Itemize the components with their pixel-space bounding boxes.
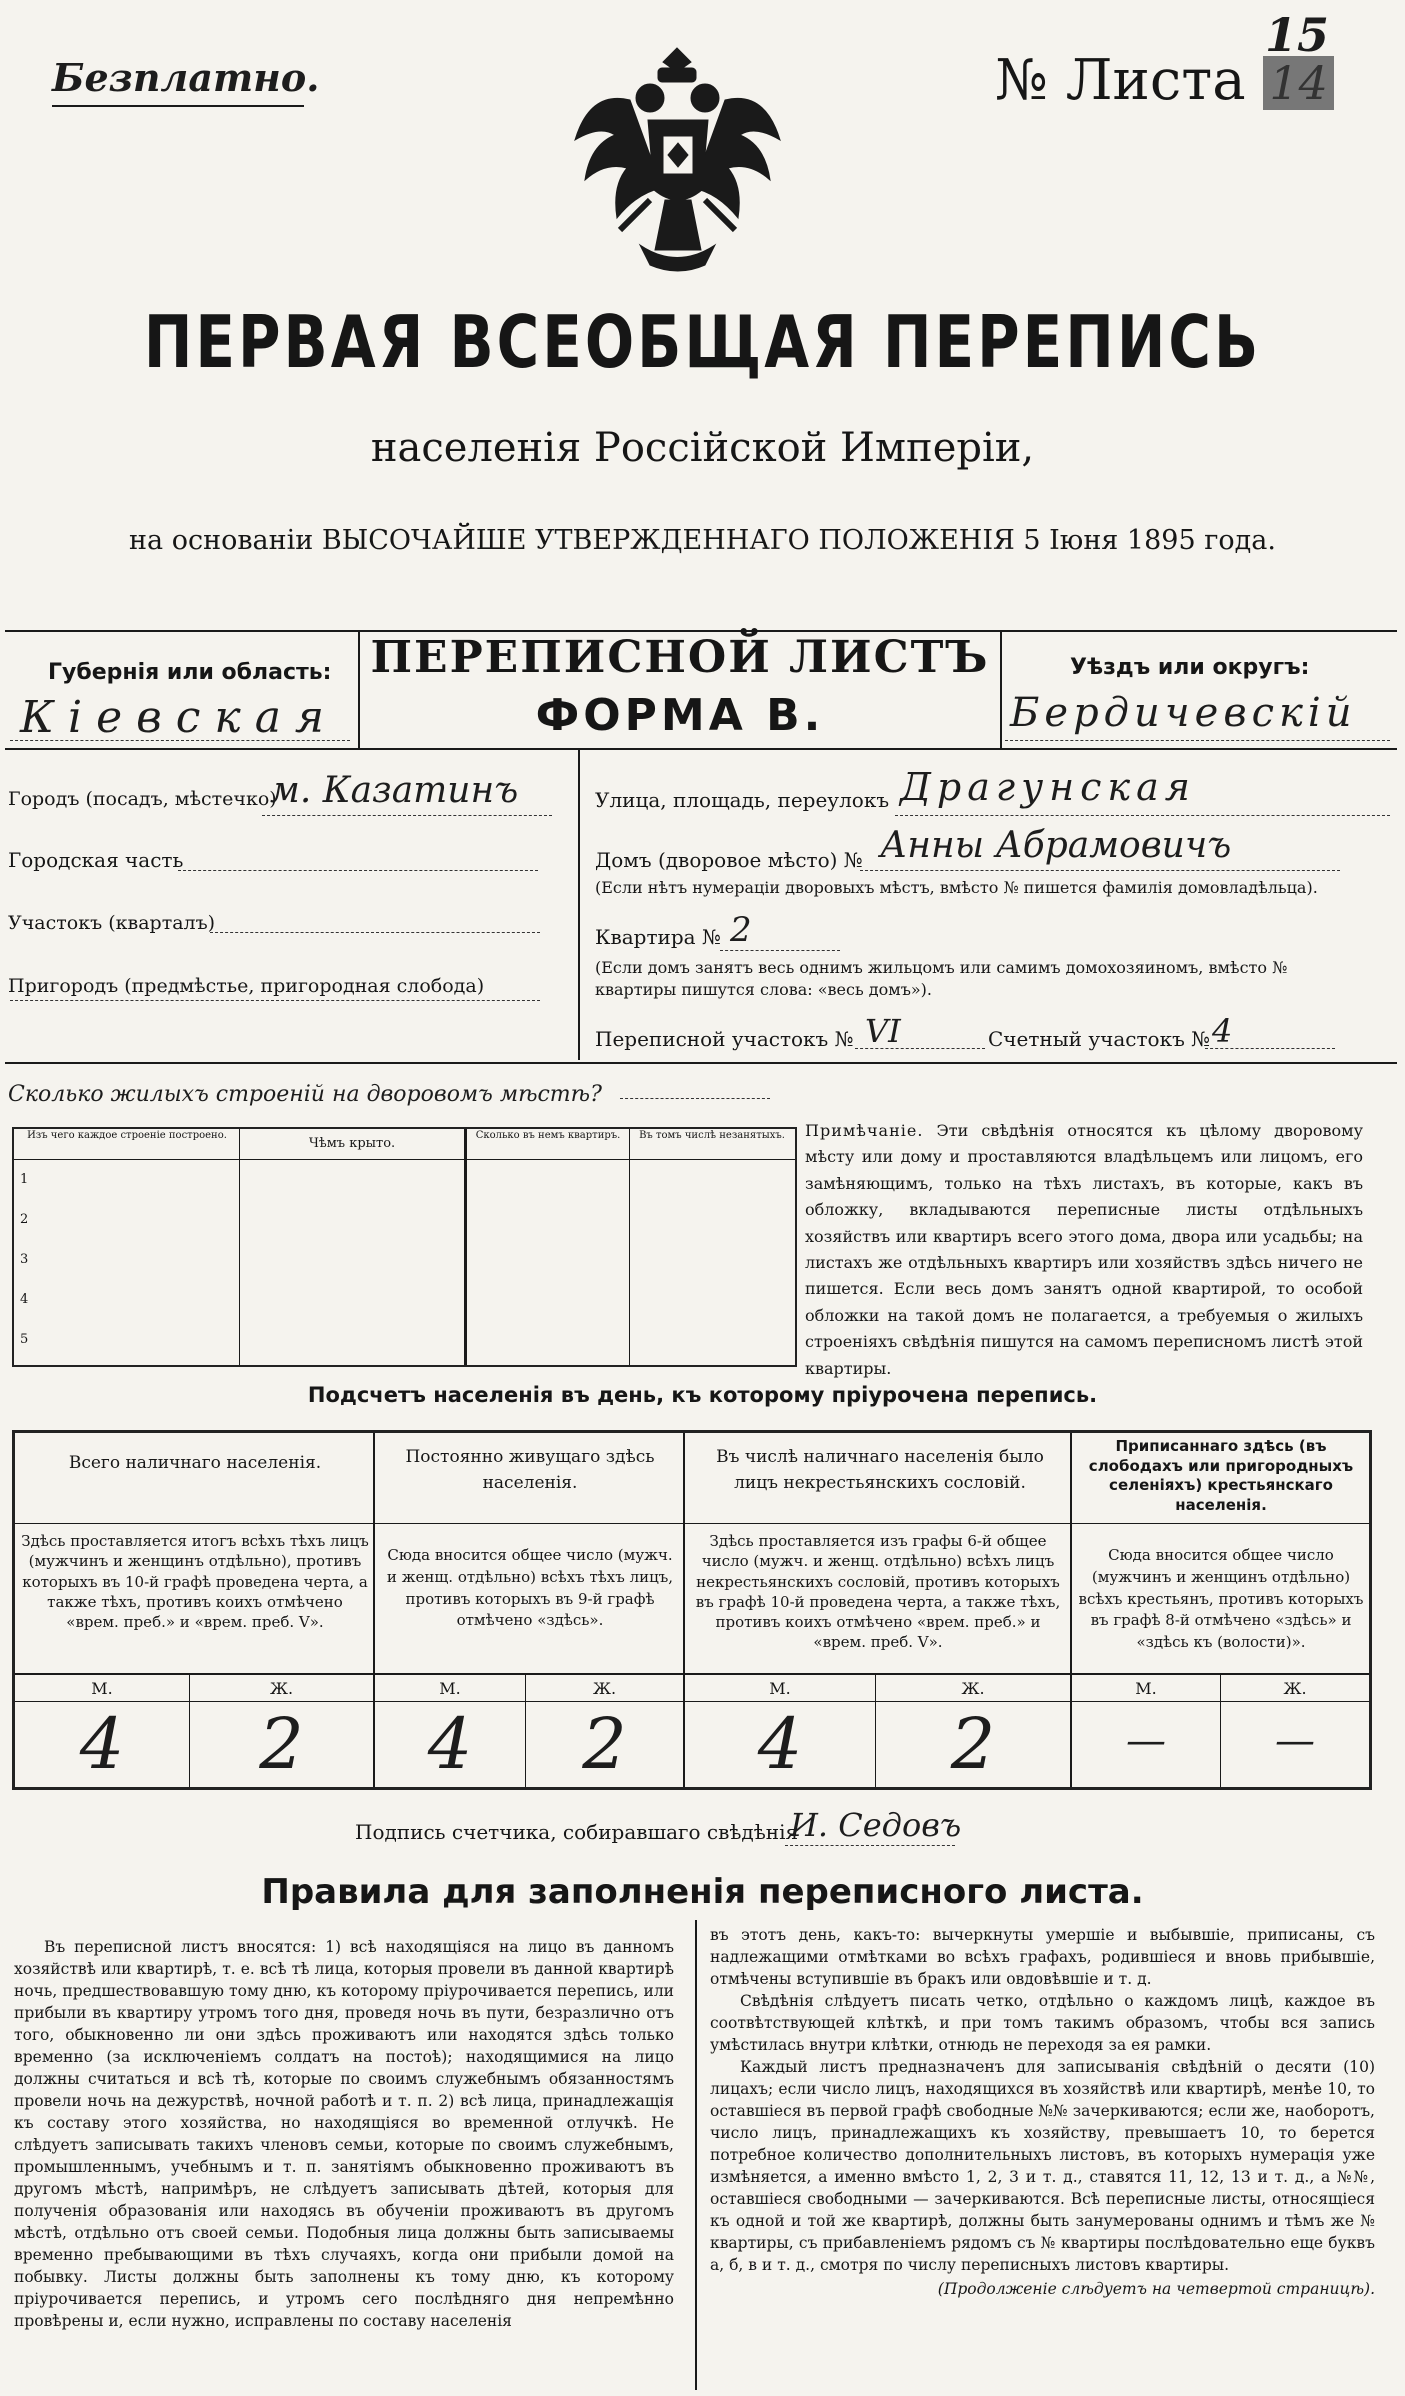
census-district-value: VI [865, 1012, 901, 1050]
buildings-note [805, 1118, 1363, 1382]
signature-value: И. Седовъ [790, 1806, 962, 1844]
rules-right-paragraph: въ этотъ день, какъ-то: вычеркнуты умершіе и выбывшіе, приписаны, съ надлежащими отмѣтками во всѣхъ графахъ, родившіеся и вновь прибывшіе, отмѣчены вступившіе въ бракъ или овдовѣвшіе и т. д. [710, 1926, 1375, 1988]
count-f-label: Ж. [269, 1679, 294, 1698]
free-label: Безплатно. [52, 55, 320, 100]
count-col1-head: Всего наличнаго населенія. [68, 1453, 322, 1473]
form-head-divider-right [1000, 630, 1002, 750]
buildings-question: Сколько жилыхъ строеній на дворовомъ мѣстѣ? [8, 1082, 602, 1107]
signature-line [785, 1845, 955, 1846]
apartment-value: 2 [730, 910, 752, 950]
count-f-label: Ж. [592, 1679, 617, 1698]
subtitle: населенія Россійской Имперіи, [370, 425, 1035, 471]
buildings-row: 4 [20, 1292, 29, 1307]
district-value: Бердичевскій [1010, 690, 1357, 736]
free-underline [52, 105, 304, 107]
count-m-label: М. [769, 1679, 791, 1698]
count-m-label: М. [91, 1679, 113, 1698]
count-col2-text: Сюда вносится общее число (мужч. и женщ. отдѣльно) всѣхъ тѣхъ лицъ, противъ которыхъ въ 9-й графѣ отмѣчено «здѣсь». [386, 1546, 674, 1630]
count-m-label: М. [439, 1679, 461, 1698]
rules-column-divider [695, 1920, 697, 2390]
buildings-row: 3 [20, 1252, 29, 1267]
count-f-label: Ж. [961, 1679, 985, 1698]
count-value: — [1126, 1718, 1166, 1764]
count-table [12, 1430, 1372, 1790]
rules-left-column: Въ переписной листъ вносятся: 1) всѣ находящіяся на лицо въ данномъ хозяйствѣ или квартирѣ, т. е. всѣ тѣ лица, которыя провели въ данной квартирѣ ночь, предшествовавшую тому дню, къ которому пріурочивается перепись, или прибыли въ квартиру утромъ того дня, проведя ночь въ пути, безразлично отъ того, обыкновенно ли они здѣсь проживаютъ или находятся здѣсь только временно (за исключеніемъ солдатъ на постоѣ); находящимися на лицо должны считаться и всѣ тѣ, которые по своимъ служебнымъ обязанностямъ провели ночь на дежурствѣ, ночной работѣ и т. п. 2) всѣ лица, принадлежащія къ составу этого хозяйства, но находящіяся во временной отлучкѣ. Не слѣдуетъ записывать такихъ членовъ семьи, которые по своимъ служебнымъ, промышленнымъ, учебнымъ и т. п. занятіямъ обыкновенно проживаютъ въ другомъ мѣстѣ, напримѣръ, не слѣдуетъ записывать дѣтей, которыя для полученія образованія или находясь въ обученіи проживаютъ въ другомъ мѣстѣ, отдѣльно отъ своей семьи. Подобныя лица должны быть записываемы временно пребывающими въ тѣхъ случаяхъ, когда они прибыли домой на побывку. Листы должны быть заполнены къ тому дню, къ которому пріурочивается перепись, и утромъ сего послѣдняго дня непремѣнно провѣрены и, если нужно, исправлены по составу населенія [14, 1938, 674, 2330]
city-part-line [178, 870, 538, 871]
precinct-line [210, 932, 540, 933]
rules-right-paragraph: Свѣдѣнія слѣдуетъ писать четко, отдѣльно о каждомъ лицѣ, каждое въ соотвѣтствующей клѣткѣ, и при томъ такимъ образомъ, чтобы вся запись умѣстилась внутри клѣтки, отнюдь не переходя за ея рамки. [710, 1992, 1375, 2054]
apartment-label: Квартира № [595, 925, 721, 949]
count-district-value: 4 [1212, 1012, 1233, 1050]
buildings-col-vacant: Въ томъ числѣ незанятыхъ. [639, 1130, 785, 1141]
count-title: Подсчетъ населенія въ день, къ которому пріурочена перепись. [307, 1383, 1098, 1407]
buildings-col-roof: Чѣмъ крыто. [308, 1136, 396, 1151]
province-value: Кіевская [20, 692, 339, 743]
count-value: — [1275, 1718, 1315, 1764]
count-value: 4 [427, 1703, 473, 1785]
count-col3-text: Здѣсь проставляется изъ графы 6-й общее число (мужч. и женщ. отдѣльно) всѣхъ лицъ некрестьянскихъ сословій, противъ которыхъ въ графѣ 10-й проведена черта, а также тѣхъ, противъ коихъ отмѣчено «врем. преб.» и «врем. преб. V». [695, 1532, 1061, 1652]
city-line [262, 815, 552, 816]
house-label: Домъ (дворовое мѣсто) № [595, 848, 863, 872]
count-col4-head: Приписаннаго здѣсь (въ слободахъ или пригородныхъ селеніяхъ) крестьянскаго населенія. [1088, 1437, 1354, 1514]
count-col1-text: Здѣсь проставляется итогъ всѣхъ тѣхъ лицъ (мужчинъ и женщинъ отдѣльно), противъ которыхъ въ 10-й графѣ проведена черта, а также тѣхъ, противъ коихъ отмѣчено «врем. преб.» и «врем. преб. V». [21, 1532, 369, 1631]
census-district-line [855, 1048, 985, 1049]
suburb-line [10, 1000, 540, 1001]
rules-right-paragraph: Каждый листъ предназначенъ для записыванія свѣдѣній о десяти (10) лицахъ; если число лицъ, находящихся въ хозяйствѣ или квартирѣ, менѣе 10, то оставшіеся въ первой графѣ свободные №№ зачеркиваются; если же, наоборотъ, число лицъ, принадлежащихъ къ хозяйству, превышаетъ 10, то берется потребное количество дополнительныхъ листовъ, въ которыхъ нумерація уже измѣняется, а именно вмѣсто 1, 2, 3 и т. д., ставятся 11, 12, 13 и т. д., а №№, оставшіеся свободными — зачеркиваются. Всѣ переписные листы, относящіеся къ одной и той же квартирѣ, должны быть занумерованы однимъ и тѣмъ же № квартиры, съ прибавленіемъ рядомъ съ № квартиры послѣдовательно еще буквъ а, б, в и т. д., смотря по числу переписныхъ листовъ квартиры. [710, 2058, 1375, 2274]
count-value: 2 [950, 1703, 996, 1785]
count-value: 4 [757, 1703, 803, 1785]
count-value: 2 [259, 1703, 304, 1785]
count-district-label: Счетный участокъ № [988, 1027, 1211, 1051]
buildings-row: 1 [20, 1172, 29, 1187]
note-label: Примѣчаніе. [805, 1121, 924, 1140]
buildings-col-apartments: Сколько въ немъ квартиръ. [475, 1130, 621, 1141]
sheet-number-new: 15 [1265, 8, 1330, 62]
form-head-bottom-rule [5, 748, 1397, 750]
sheet-number-label: № Листа [995, 48, 1246, 113]
buildings-row: 5 [20, 1332, 29, 1347]
province-line [10, 740, 350, 741]
main-title: ПЕРВАЯ ВСЕОБЩАЯ ПЕРЕПИСЬ [143, 299, 1262, 385]
rules-continued: (Продолженіе слѣдуетъ на четвертой страницѣ). [937, 2280, 1375, 2298]
district-label: Уѣздъ или округъ: [1070, 655, 1310, 680]
district-line [1005, 740, 1390, 741]
count-col2-head: Постоянно живущаго здѣсь населенія. [405, 1447, 655, 1493]
signature-label: Подпись счетчика, собиравшаго свѣдѣнія [355, 1820, 799, 1844]
house-value: Анны Абрамовичъ [880, 825, 1232, 866]
city-label: Городъ (посадъ, мѣстечко) [8, 788, 277, 810]
form-name: ФОРМА В. [535, 690, 825, 741]
province-label: Губернія или область: [48, 660, 332, 685]
double-headed-eagle-icon [570, 40, 785, 285]
apartment-note: (Если домъ занятъ весь однимъ жильцомъ или самимъ домохозяиномъ, вмѣсто № квартиры пишутся слова: «весь домъ»). [595, 958, 1288, 999]
house-note: (Если нѣтъ нумераціи дворовыхъ мѣстъ, вмѣсто № пишется фамилія домовладѣльца). [595, 878, 1318, 897]
rules-title: Правила для заполненія переписного листа. [261, 1872, 1144, 1912]
rules-right-column [710, 1924, 1375, 2300]
address-bottom-rule [5, 1062, 1397, 1064]
buildings-table [12, 1127, 797, 1367]
count-district-line [1205, 1048, 1335, 1049]
count-f-label: Ж. [1283, 1679, 1307, 1698]
address-divider [578, 750, 580, 1060]
suburb-label: Пригородъ (предмѣстье, пригородная слобода) [8, 975, 485, 997]
note-text: Эти свѣдѣнія относятся къ цѣлому дворовому мѣсту или дому и проставляются владѣльцемъ или лицомъ, его замѣняющимъ, только на тѣхъ листахъ, въ которые, какъ въ обложку, вкладываются переписные листы отдѣльныхъ хозяйствъ или квартиръ всего этого дома, двора или усадьбы; на листахъ же отдѣльныхъ квартиръ или хозяйствъ здѣсь ничего не пишется. Если весь домъ занятъ одной квартирой, то особой обложки на такой домъ не полагается, а требуемыя о жилыхъ строеніяхъ свѣдѣнія пишутся на самомъ переписномъ листѣ этой квартиры. [805, 1121, 1363, 1378]
count-value: 4 [79, 1703, 125, 1785]
street-value: Драгунская [900, 765, 1196, 809]
count-value: 2 [582, 1703, 627, 1785]
street-label: Улица, площадь, переулокъ [595, 788, 890, 812]
buildings-row: 2 [20, 1212, 29, 1227]
census-district-label: Переписной участокъ № [595, 1027, 854, 1051]
buildings-answer-line [620, 1098, 770, 1099]
count-col3-head: Въ числѣ наличнаго населенія было лицъ некрестьянскихъ сословій. [716, 1447, 1044, 1493]
basis-line: на основаніи ВЫСОЧАЙШЕ УТВЕРЖДЕННАГО ПОЛОЖЕНІЯ 5 Іюня 1895 года. [129, 525, 1276, 556]
apartment-line [720, 950, 840, 951]
city-value: м. Казатинъ [270, 770, 519, 811]
precinct-label: Участокъ (кварталъ) [8, 912, 216, 934]
street-line [895, 815, 1390, 816]
count-col4-text: Сюда вносится общее число (мужчинъ и женщинъ отдѣльно) всѣхъ крестьянъ, противъ которыхъ въ графѣ 8-й отмѣчено «здѣсь» и «здѣсь къ (волости)». [1078, 1546, 1364, 1651]
city-part-label: Городская часть [8, 848, 184, 872]
house-line [860, 870, 1340, 871]
buildings-col-material: Изъ чего каждое строеніе построено. [27, 1130, 227, 1141]
sheet-number-old: 14 [1263, 56, 1334, 110]
sheet-title: ПЕРЕПИСНОЙ ЛИСТЪ [370, 632, 990, 683]
count-m-label: М. [1135, 1679, 1157, 1698]
